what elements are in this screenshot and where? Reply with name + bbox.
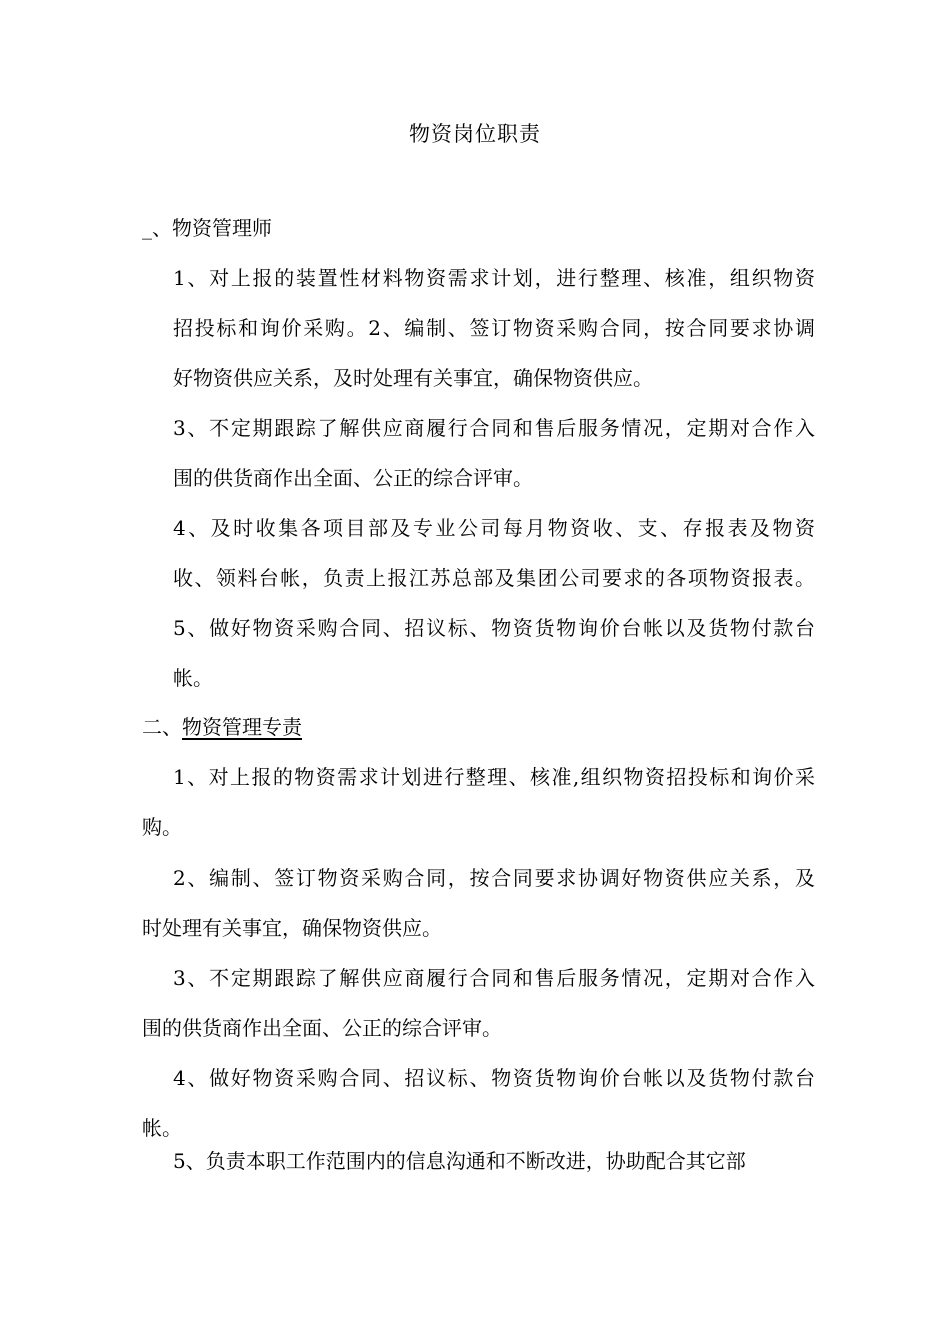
section1-line: 4、及时收集各项目部及专业公司每月物资收、支、存报表及物资	[173, 516, 815, 540]
section1-line: 3、不定期跟踪了解供应商履行合同和售后服务情况，定期对合作入	[173, 416, 815, 440]
section2-line: 围的供货商作出全面、公正的综合评审。	[142, 1016, 502, 1040]
section2-line: 3、不定期跟踪了解供应商履行合同和售后服务情况，定期对合作入	[173, 966, 815, 990]
section1-line: 收、领料台帐，负责上报江苏总部及集团公司要求的各项物资报表。	[173, 566, 815, 590]
section1-line: 帐。	[173, 666, 213, 690]
section2-heading-prefix: 二、	[142, 715, 182, 739]
section2-line: 4、做好物资采购合同、招议标、物资货物询价台帐以及货物付款台	[173, 1066, 815, 1090]
section2-line: 时处理有关事宜，确保物资供应。	[142, 916, 442, 940]
section2-line: 2、编制、签订物资采购合同，按合同要求协调好物资供应关系，及	[173, 866, 815, 890]
section2-line: 购。	[142, 815, 182, 839]
section2-line: 5、负责本职工作范围内的信息沟通和不断改进，协助配合其它部	[173, 1149, 746, 1173]
section1-line: 1、对上报的装置性材料物资需求计划，进行整理、核准，组织物资	[173, 266, 815, 290]
section1-line: 5、做好物资采购合同、招议标、物资货物询价台帐以及货物付款台	[173, 616, 815, 640]
document-title: 物资岗位职责	[409, 122, 541, 146]
section2-heading-text: 物资管理专责	[182, 715, 302, 739]
section1-line: 围的供货商作出全面、公正的综合评审。	[173, 466, 533, 490]
section2-heading	[142, 711, 302, 743]
section1-line: 好物资供应关系，及时处理有关事宜，确保物资供应。	[173, 366, 653, 390]
section2-line: 帐。	[142, 1116, 182, 1140]
section1-line: 招投标和询价采购。2、编制、签订物资采购合同，按合同要求协调	[173, 316, 815, 340]
section1-heading: _、物资管理师	[142, 216, 272, 240]
section2-line: 1、对上报的物资需求计划进行整理、核准,组织物资招投标和询价采	[173, 765, 815, 789]
